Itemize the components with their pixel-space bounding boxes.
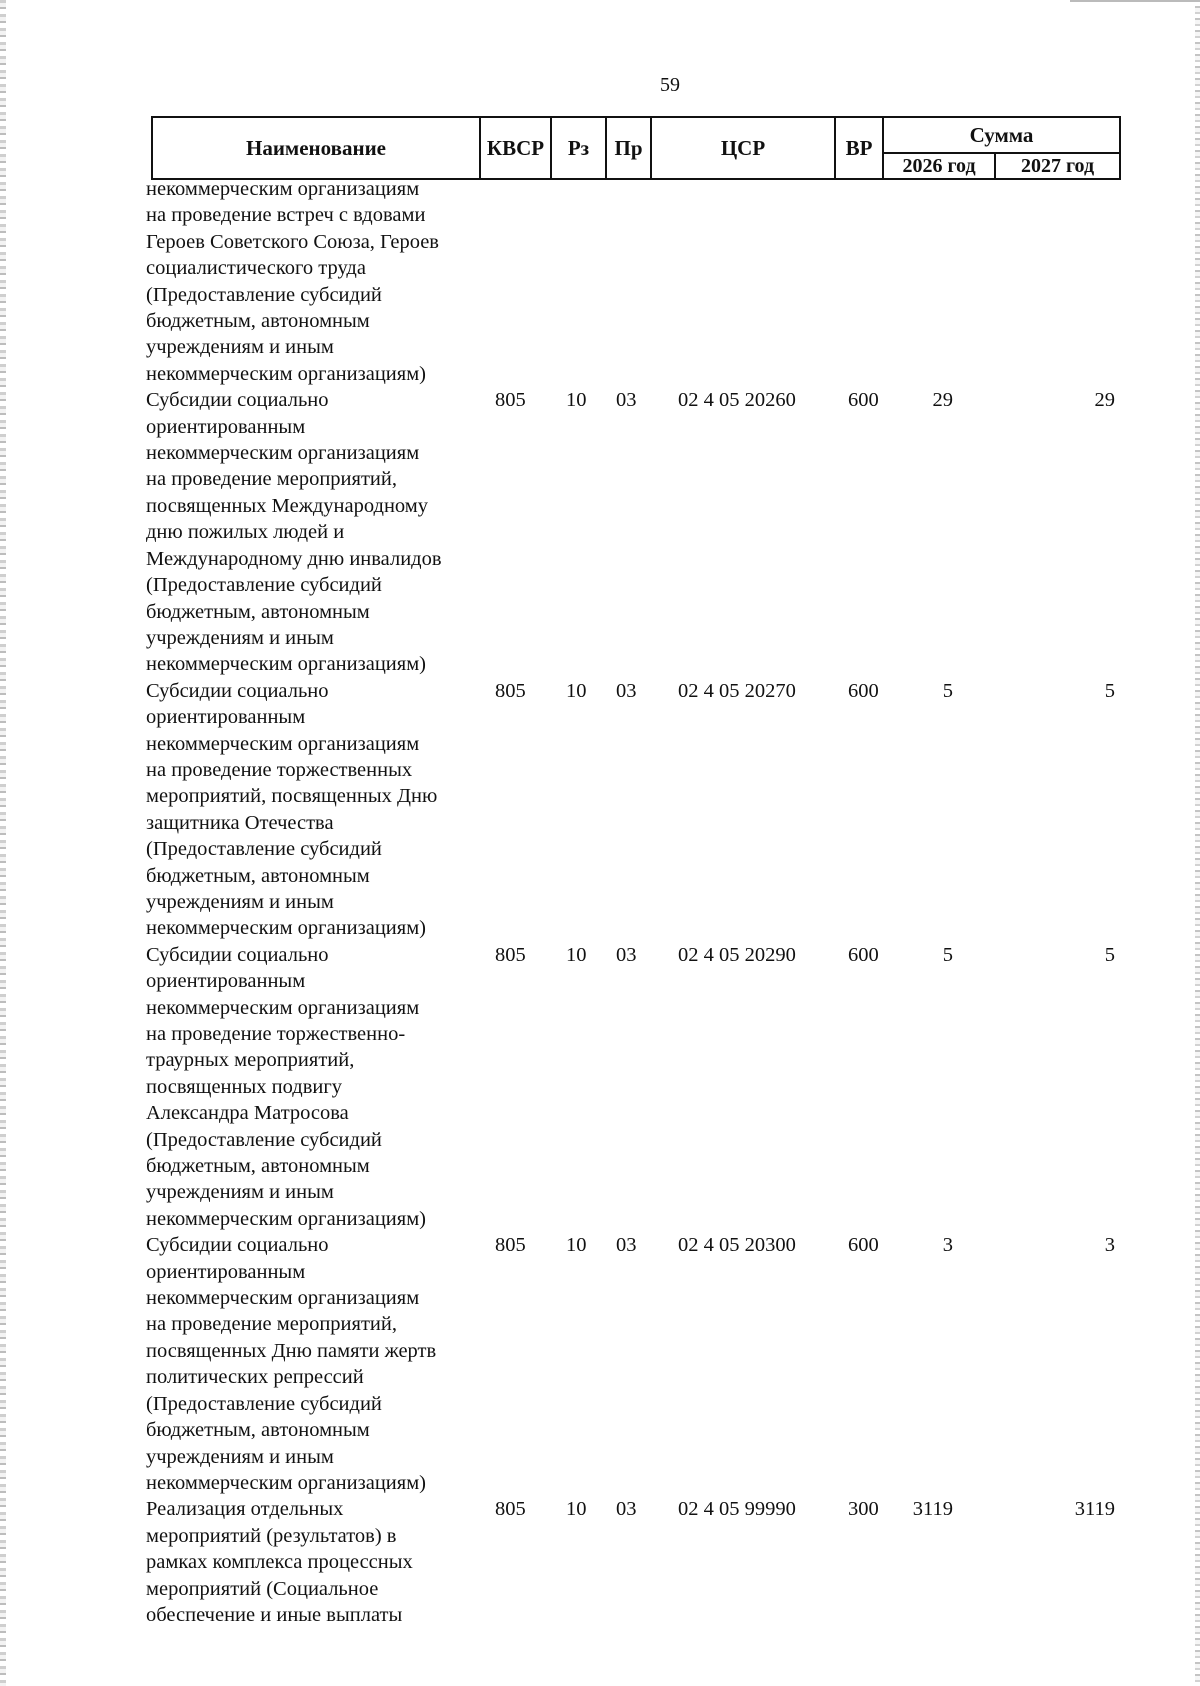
table-row bbox=[146, 942, 1126, 1232]
table-row bbox=[146, 678, 1126, 942]
row-kvsr: 805 bbox=[495, 389, 526, 412]
row-sum-2026: 5 bbox=[942, 943, 953, 966]
scan-edge-left bbox=[0, 0, 6, 1686]
header-rz: Рз bbox=[552, 118, 607, 178]
table-row bbox=[146, 1232, 1126, 1496]
row-kvsr: 805 bbox=[495, 943, 526, 966]
row-pr: 03 bbox=[616, 1234, 637, 1257]
row-kvsr: 805 bbox=[495, 679, 526, 702]
row-sum-2026: 3 bbox=[942, 1234, 953, 1257]
row-sum-2027: 5 bbox=[1104, 943, 1115, 966]
row-rz: 10 bbox=[566, 943, 587, 966]
row-sum-2027: 29 bbox=[1094, 389, 1115, 412]
table-row bbox=[146, 387, 1126, 677]
scan-edge-top bbox=[1070, 0, 1200, 2]
row-csr: 02 4 05 99990 bbox=[678, 1498, 796, 1521]
row-sum-2026: 3119 bbox=[912, 1498, 953, 1521]
row-vr: 300 bbox=[848, 1498, 879, 1521]
header-vr: ВР bbox=[836, 118, 884, 178]
scan-edge-right bbox=[1195, 0, 1200, 1686]
row-sum-2026: 29 bbox=[932, 389, 953, 412]
table-body bbox=[146, 176, 1126, 1628]
row-pr: 03 bbox=[616, 679, 637, 702]
row-vr: 600 bbox=[848, 389, 879, 412]
row-name: Реализация отдельных мероприятий (результатов) в рамках комплекса процессных мероприятий (Социальное обеспечение и иные выплаты bbox=[146, 1498, 413, 1626]
table-header bbox=[151, 116, 1121, 180]
row-sum-2027: 3119 bbox=[1074, 1498, 1115, 1521]
row-name: некоммерческим организациям на проведение встреч с вдовами Героев Советского Союза, Героев социалистического труда (Предоставление субсидий бюджетным, автономным учреждениям и иным некоммерческим организациям) bbox=[146, 178, 439, 385]
row-rz: 10 bbox=[566, 1498, 587, 1521]
header-kvsr: КВСР bbox=[481, 118, 552, 178]
header-year-2027: 2027 год bbox=[1020, 154, 1095, 177]
header-pr: Пр bbox=[607, 118, 652, 178]
row-vr: 600 bbox=[848, 943, 879, 966]
page-number: 59 bbox=[660, 74, 680, 96]
row-csr: 02 4 05 20300 bbox=[678, 1234, 796, 1257]
row-rz: 10 bbox=[566, 1234, 587, 1257]
row-name: Субсидии социально ориентированным некоммерческим организациям на проведение мероприятий, посвященных Дню памяти жертв политических репрессий (Предоставление субсидий бюджетным, автономным учреждениям и иным некоммерческим организациям) bbox=[146, 1234, 437, 1494]
row-rz: 10 bbox=[566, 679, 587, 702]
row-sum-2027: 3 bbox=[1104, 1234, 1115, 1257]
row-name: Субсидии социально ориентированным некоммерческим организациям на проведение торжественных мероприятий, посвященных Дню защитника Отечества (Предоставление субсидий бюджетным, автономным учреждениям и иным некоммерческим организациям) bbox=[146, 679, 438, 940]
table-row bbox=[146, 1496, 1126, 1628]
table-row-continuation bbox=[146, 176, 1126, 387]
row-sum-2026: 5 bbox=[942, 679, 953, 702]
row-name: Субсидии социально ориентированным некоммерческим организациям на проведение торжественно- траурных мероприятий, посвященных подвигу Александра Матросова (Предоставление субсидий бюджетным, автономным учреждениям и иным некоммерческим организациям) bbox=[146, 943, 426, 1230]
header-name: Наименование bbox=[153, 118, 481, 178]
row-rz: 10 bbox=[566, 389, 587, 412]
row-vr: 600 bbox=[848, 679, 879, 702]
row-pr: 03 bbox=[616, 389, 637, 412]
row-name: Субсидии социально ориентированным некоммерческим организациям на проведение мероприятий, посвященных Международному дню пожилых людей и Международному дню инвалидов (Предоставление субсидий бюджетным, автономным учреждениям и иным некоммерческим организациям) bbox=[146, 389, 442, 676]
row-kvsr: 805 bbox=[495, 1234, 526, 1257]
row-kvsr: 805 bbox=[495, 1498, 526, 1521]
row-pr: 03 bbox=[616, 1498, 637, 1521]
header-year-2026: 2026 год bbox=[884, 154, 996, 178]
row-sum-2027: 5 bbox=[1104, 679, 1115, 702]
row-csr: 02 4 05 20260 bbox=[678, 389, 796, 412]
row-csr: 02 4 05 20290 bbox=[678, 943, 796, 966]
row-vr: 600 bbox=[848, 1234, 879, 1257]
row-pr: 03 bbox=[616, 943, 637, 966]
header-csr: ЦСР bbox=[652, 118, 836, 178]
header-sum: Сумма bbox=[884, 118, 1119, 154]
header-sum-group bbox=[884, 118, 1119, 178]
row-csr: 02 4 05 20270 bbox=[678, 679, 796, 702]
